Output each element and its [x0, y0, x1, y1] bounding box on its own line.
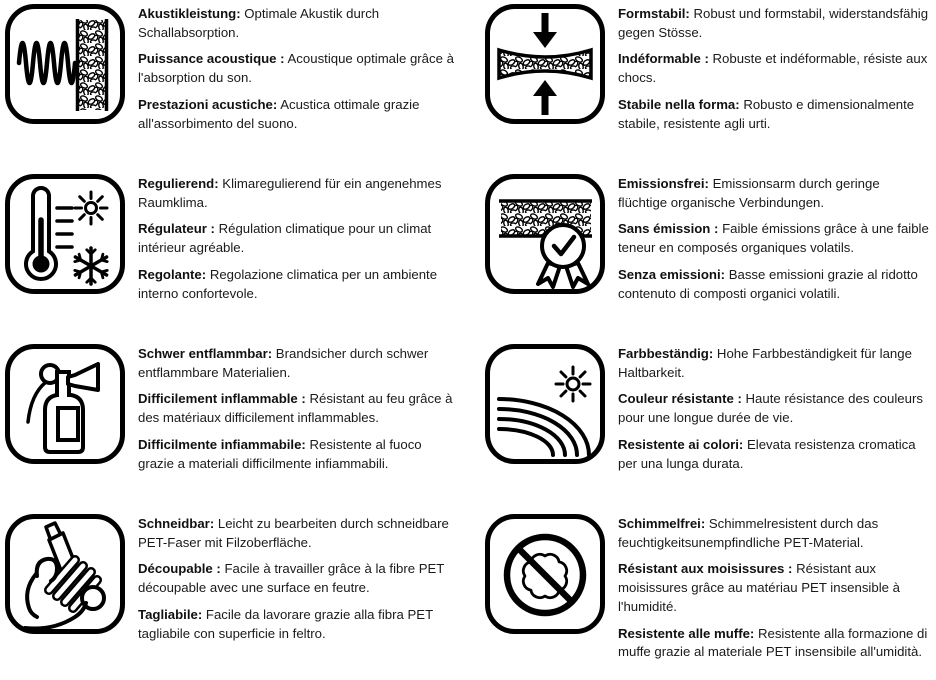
- feature-label: Découpable :: [138, 561, 221, 577]
- feature-label: Schwer entflammbar:: [138, 346, 273, 361]
- feature-label: Couleur résistante :: [618, 391, 742, 407]
- feature-card-color: [485, 344, 931, 514]
- fire-resistance-icon: [5, 344, 125, 464]
- mold-resistance-icon: [485, 514, 605, 634]
- feature-text: Akustikleistung: Optimale Akustik durch Schallabsorption. Puissance acoustique : Acoustique optimale grâce à l'absorption du son. Prestazioni acustiche: Acustica ottimale grazie all'assorbimento del suono.: [138, 6, 454, 131]
- feature-label: Schimmelfrei:: [618, 516, 706, 531]
- feature-label: Sans émission :: [618, 221, 719, 237]
- feature-label: Akustikleistung:: [138, 6, 241, 21]
- feature-label: Emissionsfrei:: [618, 176, 709, 191]
- shape-stability-icon: [485, 4, 605, 124]
- feature-label: Schneidbar:: [138, 516, 215, 531]
- color-fastness-icon: [485, 344, 605, 464]
- cuttable-icon: [5, 514, 125, 634]
- feature-label: Regolante:: [138, 266, 207, 282]
- feature-label: Difficilement inflammable :: [138, 391, 306, 407]
- feature-card-emission: [485, 174, 931, 344]
- feature-label: Farbbeständig:: [618, 346, 714, 361]
- feature-card-cuttable: [5, 514, 485, 680]
- feature-label: Resistente alle muffe:: [618, 625, 755, 641]
- feature-card-fire: [5, 344, 485, 514]
- feature-card-climate: [5, 174, 485, 344]
- feature-text: Farbbeständig: Hohe Farbbeständigkeit für lange Haltbarkeit. Couleur résistante : Haute résistance des couleurs pour une longue durée de vie. Resistente ai colori: Elevata resistenza cromatica per una lunga durata.: [618, 346, 923, 471]
- feature-label: Résistant aux moisissures :: [618, 561, 793, 577]
- feature-label: Formstabil:: [618, 6, 690, 21]
- sound-absorption-icon: [5, 4, 125, 124]
- feature-card-acoustic: [5, 4, 485, 174]
- low-emission-icon: [485, 174, 605, 294]
- feature-text: Schimmelfrei: Schimmelresistent durch das feuchtigkeitsunempfindliche PET-Material. Résistant aux moisissures : Résistant aux moisissures grâce au matériau PET insensible à l'humidité. Resistente alle muffe: Resistente alla formazione di muffe grazie al materiale PET insensibile all'umidità.: [618, 516, 928, 660]
- feature-text: Emissionsfrei: Emissionsarm durch geringe flüchtige organische Verbindungen. Sans émission : Faible émissions grâce à une faible teneur en composés organiques volatils. Senza emissioni: Basse emissioni grazie al ridotto contenuto di composti organici volatili.: [618, 176, 929, 301]
- feature-text: Schneidbar: Leicht zu bearbeiten durch schneidbare PET-Faser mit Filzoberfläche. Découpable : Facile à travailler grâce à la fibre PET découpable avec une surface en feutre. Tagliabile: Facile da lavorare grazie alla fibra PET tagliabile con superficie in feltro.: [138, 516, 449, 641]
- feature-text: Formstabil: Robust und formstabil, widerstandsfähig gegen Stösse. Indéformable : Robuste et indéformable, résiste aux chocs. Stabile nella forma: Robusto e dimensionalmente stabile, resistente agli urti.: [618, 6, 929, 131]
- climate-regulation-icon: [5, 174, 125, 294]
- feature-label: Resistente ai colori:: [618, 436, 744, 452]
- feature-label: Régulateur :: [138, 221, 215, 237]
- feature-text: Schwer entflammbar: Brandsicher durch schwer entflammbare Materialien. Difficilement inflammable : Résistant au feu grâce à des matériaux difficilement inflammables. Difficilmente infiammabile: Resistente al fuoco grazie a materiali difficilmente infiammabili.: [138, 346, 453, 471]
- feature-label: Difficilmente infiammabile:: [138, 436, 306, 452]
- feature-label: Stabile nella forma:: [618, 96, 740, 112]
- feature-label: Senza emissioni:: [618, 266, 726, 282]
- feature-text: Regulierend: Klimaregulierend für ein angenehmes Raumklima. Régulateur : Régulation climatique pour un climat intérieur agréable. Regolante: Regolazione climatica per un ambiente interno confortevole.: [138, 176, 442, 301]
- feature-label: Puissance acoustique :: [138, 51, 285, 67]
- feature-label: Prestazioni acustiche:: [138, 96, 278, 112]
- feature-card-mold: [485, 514, 931, 680]
- feature-label: Indéformable :: [618, 51, 709, 67]
- feature-label: Tagliabile:: [138, 606, 203, 622]
- feature-card-stability: [485, 4, 931, 174]
- feature-label: Regulierend:: [138, 176, 219, 191]
